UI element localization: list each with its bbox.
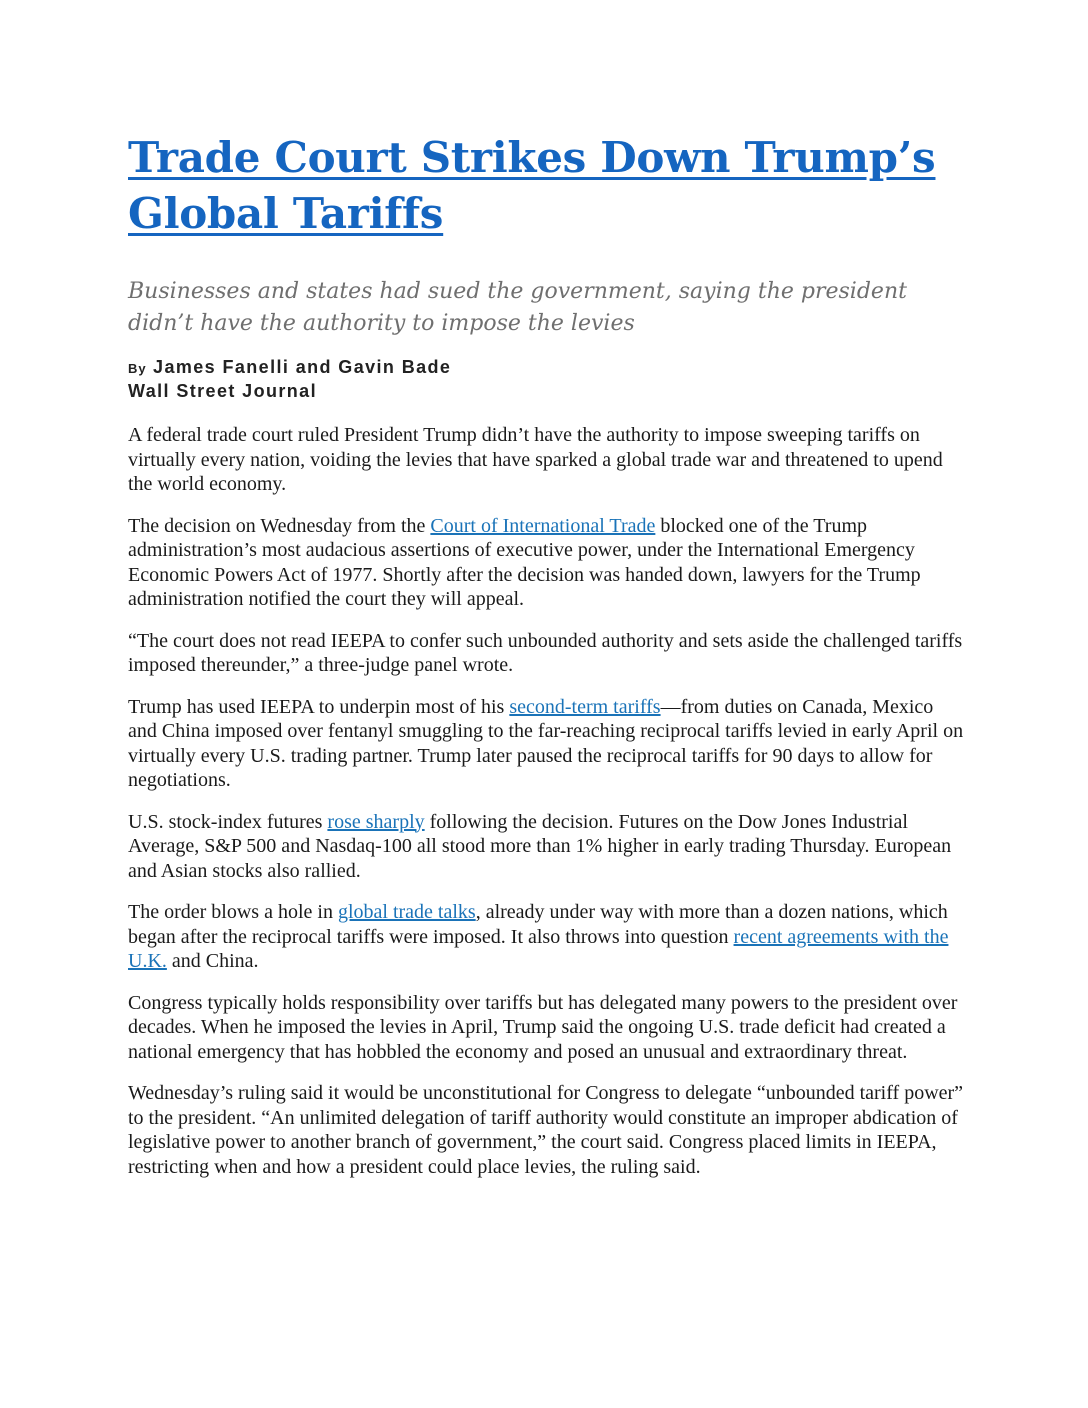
- headline-link[interactable]: Trade Court Strikes Down Trump’s Global Tariffs: [128, 133, 936, 238]
- paragraph-text: Trump has used IEEPA to underpin most of his: [128, 695, 510, 718]
- byline-authors-line: [128, 356, 964, 380]
- paragraph-3: “The court does not read IEEPA to confer such unbounded authority and sets aside the challenged tariffs imposed thereunder,” a three-judge panel wrote.: [128, 629, 963, 676]
- article-body: [128, 423, 964, 1179]
- paragraph-4: [128, 695, 964, 793]
- second-term-tariffs-link[interactable]: second-term tariffs: [509, 695, 661, 718]
- paragraph-text: —from duties on Canada, Mexico and China imposed over fentanyl smuggling to the far-reaching reciprocal tariffs levied in early April on virtually every U.S. trading partner. Trump later paused the reciprocal tariffs for 90 days to allow for negotiations.: [128, 695, 964, 791]
- article: [128, 130, 964, 1196]
- byline-publication: Wall Street Journal: [128, 381, 317, 401]
- headline[interactable]: [128, 130, 964, 242]
- byline-authors: James Fanelli and Gavin Bade: [153, 357, 452, 377]
- paragraph-text: following the decision. Futures on the Dow Jones Industrial Average, S&P 500 and Nasdaq-100 all stood more than 1% higher in early trading Thursday. European and Asian stocks also rallied.: [128, 810, 952, 882]
- paragraph-text: U.S. stock-index futures: [128, 810, 328, 833]
- paragraph-8: Wednesday’s ruling said it would be unconstitutional for Congress to delegate “unbounded tariff power” to the president. “An unlimited delegation of tariff authority would constitute an improper abdication of legislative power to another branch of government,” the court said. Congress placed limits in IEEPA, restricting when and how a president could place levies, the ruling said.: [128, 1082, 964, 1178]
- byline-by: By: [128, 361, 147, 376]
- court-of-international-trade-link[interactable]: Court of International Trade: [430, 514, 656, 537]
- paragraph-text: , already under way with more than a dozen nations, which began after the reciprocal tariffs were imposed. It also throws into question: [128, 901, 948, 948]
- paragraph-text: The order blows a hole in: [128, 901, 338, 923]
- paragraph-text: The decision on Wednesday from the: [128, 514, 431, 537]
- paragraph-7: Congress typically holds responsibility over tariffs but has delegated many powers to the president over decades. When he imposed the levies in April, Trump said the ongoing U.S. trade deficit had created a national emergency that has hobbled the economy and posed an unusual and extraordinary threat.: [128, 991, 958, 1063]
- rose-sharply-link[interactable]: rose sharply: [327, 810, 425, 833]
- recent-agreements-uk-link[interactable]: recent agreements with the U.K.: [128, 925, 949, 972]
- global-trade-talks-link[interactable]: global trade talks: [337, 901, 476, 923]
- paragraph-1: A federal trade court ruled President Trump didn’t have the authority to impose sweeping tariffs on virtually every nation, voiding the levies that have sparked a global trade war and threatened to upend the world economy.: [128, 424, 943, 495]
- paragraph-6: [128, 900, 964, 974]
- paragraph-2: [128, 514, 964, 612]
- subheadline: Businesses and states had sued the government, saying the president didn’t have the authority to impose the levies: [128, 279, 907, 336]
- paragraph-5: [128, 810, 964, 884]
- paragraph-text: blocked one of the Trump administration’s most audacious assertions of executive power, under the International Emergency Economic Powers Act of 1977. Shortly after the decision was handed down, lawyers for the Trump administration notified the court they will appeal.: [128, 514, 921, 610]
- byline: [128, 356, 964, 403]
- paragraph-text: and China.: [166, 950, 259, 972]
